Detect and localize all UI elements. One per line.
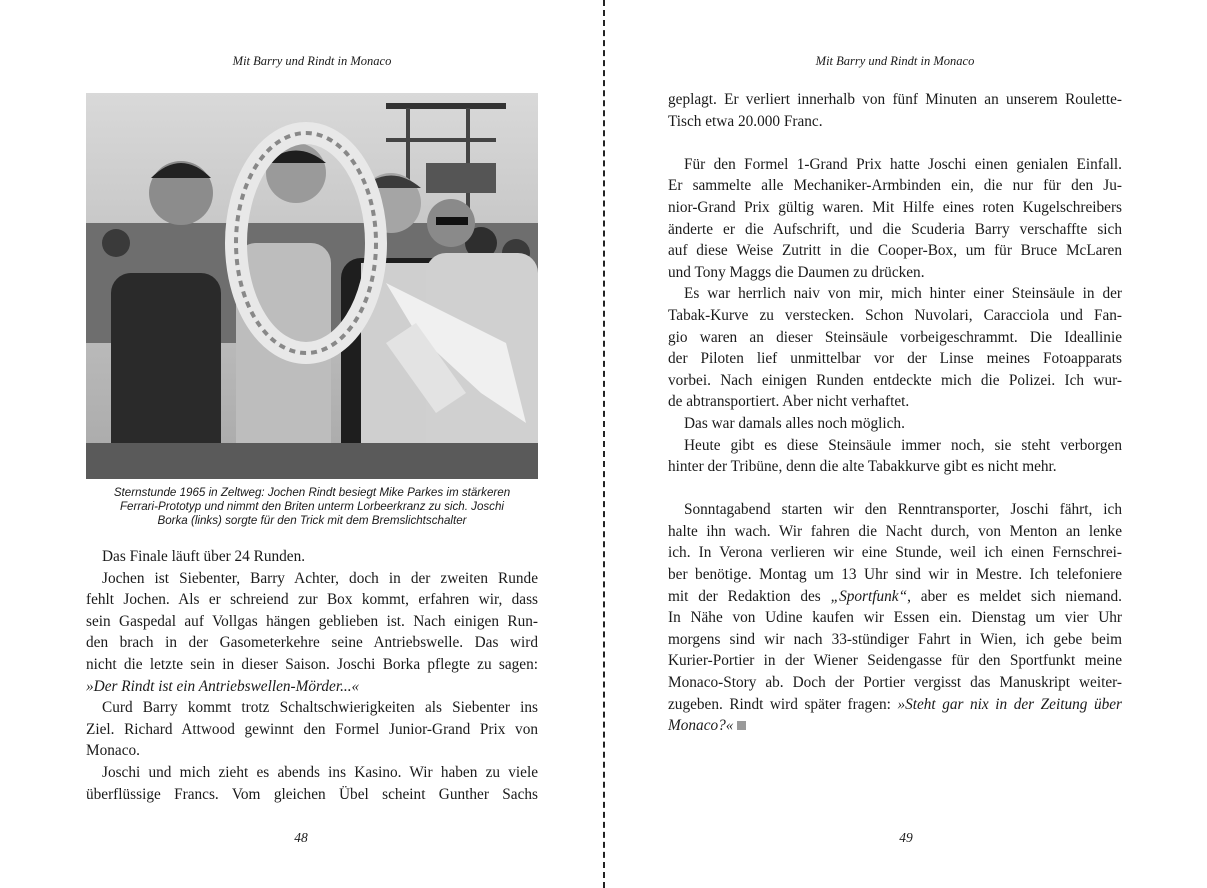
text-line-quote bbox=[86, 676, 538, 698]
text-line: Es war herrlich naiv von mir, mich hinter einer Steinsäule in der bbox=[684, 285, 1122, 303]
running-head-left: Mit Barry und Rindt in Monaco bbox=[232, 54, 392, 68]
page-number-right: 49 bbox=[899, 830, 913, 845]
text-line: ich. In Verona verlieren wir eine Stunde, weil ich einen Fernschrei- bbox=[668, 544, 1122, 562]
text-line: morgens sind wir nach 33-stündiger Fahrt in Wien, ich gebe beim bbox=[668, 630, 1122, 648]
text-line: Für den Formel 1-Grand Prix hatte Joschi einen genialen Einfall. bbox=[684, 155, 1122, 173]
running-head-right: Mit Barry und Rindt in Monaco bbox=[815, 54, 975, 68]
text-line-end bbox=[668, 715, 1122, 737]
text-line: Tabak-Kurve zu verstecken. Schon Nuvolari, Caracciola und Fan- bbox=[668, 306, 1122, 324]
text-line: Das war damals alles noch möglich. bbox=[684, 414, 905, 432]
text-line: ber benötige. Montag um 13 Uhr sind wir in Mestre. Ich telefoniere bbox=[668, 566, 1122, 584]
quote-text: »Der Rindt ist ein Antriebswellen-Mörder...« bbox=[86, 677, 360, 695]
text-line: Tisch etwa 20.000 Franc. bbox=[668, 112, 823, 130]
text-line: Monaco. bbox=[86, 742, 140, 760]
end-mark-icon bbox=[737, 721, 746, 730]
text-line: de abtransportiert. Aber nicht verhaftet. bbox=[668, 393, 910, 411]
text-line: Heute gibt es diese Steinsäule immer noch, sie steht verborgen bbox=[684, 436, 1122, 454]
text-line: den brach in der Gasometerkehre seine Antriebswelle. Das wird bbox=[86, 634, 538, 652]
photo-image bbox=[86, 93, 538, 479]
caption-line: Ferrari-Prototyp und nimmt den Briten unterm Lorbeerkranz zu sich. Joschi bbox=[119, 500, 505, 513]
text-line: auf diese Weise Zutritt in die Cooper-Box, um für Bruce McLaren bbox=[668, 242, 1122, 260]
text-line: vorbei. Nach einigen Runden entdeckte mich die Polizei. Ich wur- bbox=[668, 371, 1122, 389]
text-line: halte ihn wach. Wir fahren die Nacht durch, von Menton an lenke bbox=[668, 522, 1122, 540]
text-line: Sonntagabend starten wir den Renntransporter, Joschi fährt, ich bbox=[684, 501, 1122, 519]
text-line: Ziel. Richard Attwood gewinnt den Formel Junior-Grand Prix von bbox=[86, 720, 538, 738]
text-line-mixed bbox=[668, 694, 1122, 716]
text-segment: , aber es meldet sich niemand. bbox=[907, 587, 1123, 605]
text-line: Monaco-Story ab. Doch der Portier vergisst das Manuskript weiter- bbox=[668, 674, 1122, 692]
text-line: hinter der Tribüne, denn die alte Tabakkurve gibt es nicht mehr. bbox=[668, 458, 1057, 476]
text-line: sein Gaspedal auf Vollgas hängen geblieben ist. Nach einigen Run- bbox=[86, 612, 538, 630]
text-line: In Nähe von Udine kaufen wir Essen ein. Dienstag um vier Uhr bbox=[668, 609, 1122, 627]
italic-segment: »Steht gar nix in der Zeitung über bbox=[897, 695, 1122, 713]
text-line: nior-Grand Prix gültig waren. Mit Hilfe eines roten Kugelschreibers bbox=[668, 198, 1122, 216]
text-line: Curd Barry kommt trotz Schaltschwierigkeiten als Siebenter ins bbox=[102, 699, 538, 717]
text-line: und Tony Maggs die Daumen zu drücken. bbox=[668, 263, 925, 281]
text-line: fehlt Jochen. Als er schreiend zur Box kommt, erfahren wir, dass bbox=[86, 591, 538, 609]
text-line: Das Finale läuft über 24 Runden. bbox=[102, 548, 306, 565]
text-line-mixed bbox=[668, 586, 1122, 608]
italic-segment: „Sportfunk“ bbox=[830, 587, 908, 605]
page-number-left: 48 bbox=[294, 830, 308, 845]
italic-segment: Monaco?« bbox=[668, 717, 734, 735]
text-line: änderte er die Aufschrift, und die Scuderia Barry verschaffte sich bbox=[668, 220, 1122, 238]
text-segment: mit der Redaktion des bbox=[668, 587, 821, 605]
text-segment: zugeben. Rindt wird später fragen: bbox=[668, 695, 891, 713]
left-page bbox=[0, 0, 603, 888]
page-gutter bbox=[603, 0, 605, 888]
text-line: geplagt. Er verliert innerhalb von fünf Minuten an unserem Roulette- bbox=[668, 91, 1122, 108]
text-line: Er sammelte alle Mechaniker-Armbinden ein, die nur für den Ju- bbox=[668, 177, 1122, 195]
right-page bbox=[606, 0, 1207, 888]
right-body-text bbox=[668, 89, 1122, 737]
caption-line: Borka (links) sorgte für den Trick mit dem Bremslichtschalter bbox=[157, 514, 467, 527]
text-line: gio waren an dieser Steinsäule vorbeigeschrammt. Die Ideallinie bbox=[668, 328, 1122, 346]
photo-winners bbox=[86, 93, 538, 479]
text-line: Joschi und mich zieht es abends ins Kasino. Wir haben zu viele bbox=[102, 763, 538, 781]
text-line: überflüssige Francs. Vom gleichen Übel scheint Gunther Sachs bbox=[86, 785, 538, 803]
photo-caption bbox=[86, 486, 538, 528]
caption-line: Sternstunde 1965 in Zeltweg: Jochen Rindt besiegt Mike Parkes im stärkeren bbox=[113, 486, 511, 499]
text-line: Kurier-Portier in der Wiener Seidengasse für den Sportfunkt meine bbox=[668, 652, 1122, 670]
left-body-text bbox=[86, 546, 538, 805]
text-line: der Piloten lief unmittelbar vor der Linse meines Fotoapparats bbox=[668, 350, 1122, 368]
text-line: nicht die letzte sein in dieser Saison. Joschi Borka pflegte zu sagen: bbox=[86, 655, 538, 673]
text-line: Jochen ist Siebenter, Barry Achter, doch in der zweiten Runde bbox=[102, 569, 538, 587]
